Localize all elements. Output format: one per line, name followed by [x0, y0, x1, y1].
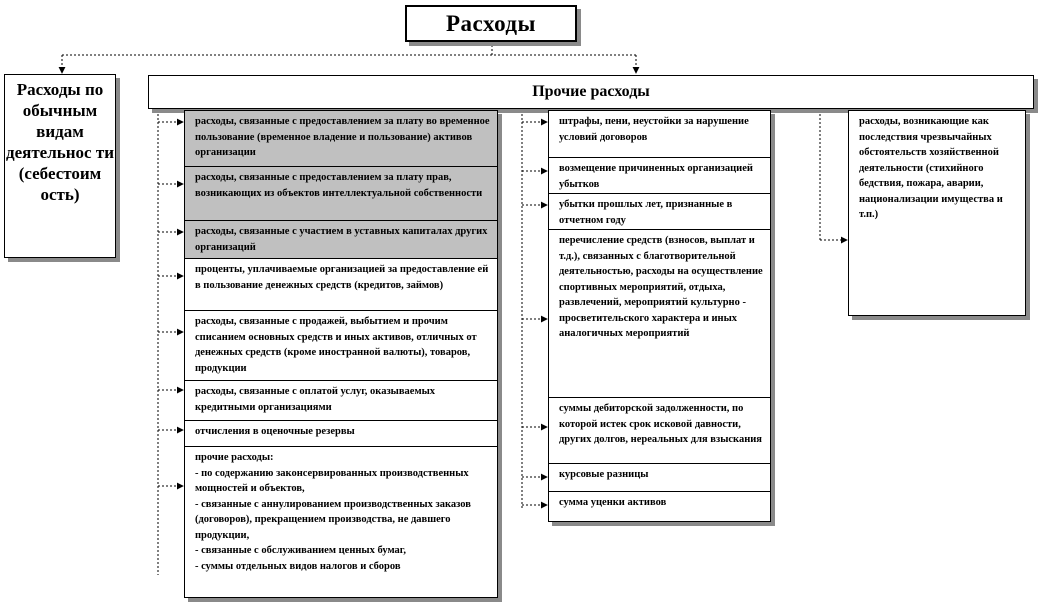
right-column — [848, 110, 1026, 316]
mid-column-item — [549, 158, 770, 194]
left-column-item-text: расходы, связанные с предоставлением за плату во временное пользование (временное владение и пользование) активов организации — [195, 116, 490, 158]
left-column-item — [185, 259, 497, 311]
middle-column — [548, 110, 771, 522]
left-column-item-text: расходы, связанные с оплатой услуг, оказываемых кредитными организациями — [195, 386, 436, 413]
mid-column-item — [549, 464, 770, 492]
other-expenses-banner — [148, 75, 1034, 109]
mid-column-item-text: суммы дебиторской задолженности, по которой истек срок исковой давности, других долгов, нереальных для взыскания — [559, 403, 762, 445]
left-column-item-text: отчисления в оценочные резервы — [195, 426, 355, 437]
left-column-item — [185, 221, 497, 259]
ordinary-expenses-box — [4, 74, 116, 258]
root-box — [405, 5, 577, 42]
right-column-item-text: расходы, возникающие как последствия чрезвычайных обстоятельств хозяйственной деятельности (стихийного бедствия, пожара, аварии, национализации имущества и т.п.) — [859, 116, 1003, 220]
left-column-item-text: расходы, связанные с предоставлением за плату прав, возникающих из объектов интеллектуальной собственности — [195, 172, 483, 199]
left-column-item-text: проценты, уплачиваемые организацией за предоставление ей в пользование денежных средств (кредитов, займов) — [195, 264, 489, 291]
left-column-item — [185, 311, 497, 381]
mid-column-item-text: штрафы, пени, неустойки за нарушение условий договоров — [559, 116, 749, 143]
other-expenses-title: Прочие расходы — [532, 83, 650, 100]
left-column-item-text: расходы, связанные с участием в уставных капиталах других организаций — [195, 226, 488, 253]
right-column-item — [849, 111, 1025, 315]
left-column-item — [185, 447, 497, 598]
left-column-item-line: - суммы отдельных видов налогов и сборов — [195, 560, 401, 572]
ordinary-expenses-title: Расходы по обычным видам деятельнос ти (себестоим ость) — [5, 80, 114, 204]
mid-column-item — [549, 492, 770, 521]
left-column-item-line: прочие расходы: — [195, 452, 274, 463]
root-title: Расходы — [445, 10, 536, 36]
left-column — [184, 110, 498, 598]
left-column-item — [185, 381, 497, 421]
left-column-item — [185, 167, 497, 221]
mid-column-item — [549, 230, 770, 398]
left-column-item-line: - по содержанию законсервированных производственных мощностей и объектов, — [195, 467, 469, 494]
left-column-item-line: - связанные с аннулированием производственных заказов (договоров), прекращением производства, не давшего продукции, — [195, 498, 471, 541]
mid-column-item-text: сумма уценки активов — [559, 497, 667, 508]
mid-column-item-text: убытки прошлых лет, признанные в отчетном году — [559, 199, 733, 226]
mid-column-item — [549, 398, 770, 464]
left-column-item — [185, 111, 497, 167]
mid-column-item-text: перечисление средств (взносов, выплат и т.д.), связанных с благотворительной деятельностью, расходы на осуществление спортивных мероприятий, отдыха, развлечений, мероприятий культурно - просветительского характера и иных аналогичных мероприятий — [559, 235, 763, 339]
left-column-item — [185, 421, 497, 447]
left-column-item-text: расходы, связанные с продажей, выбытием и прочим списанием основных средств и иных активов, отличных от денежных средств (кроме иностранной валюты), товаров, продукции — [195, 316, 477, 374]
left-column-item-line: - связанные с обслуживанием ценных бумаг, — [195, 545, 406, 556]
mid-column-item — [549, 111, 770, 158]
mid-column-item — [549, 194, 770, 230]
mid-column-item-text: возмещение причиненных организацией убытков — [559, 163, 753, 190]
mid-column-item-text: курсовые разницы — [559, 469, 649, 480]
